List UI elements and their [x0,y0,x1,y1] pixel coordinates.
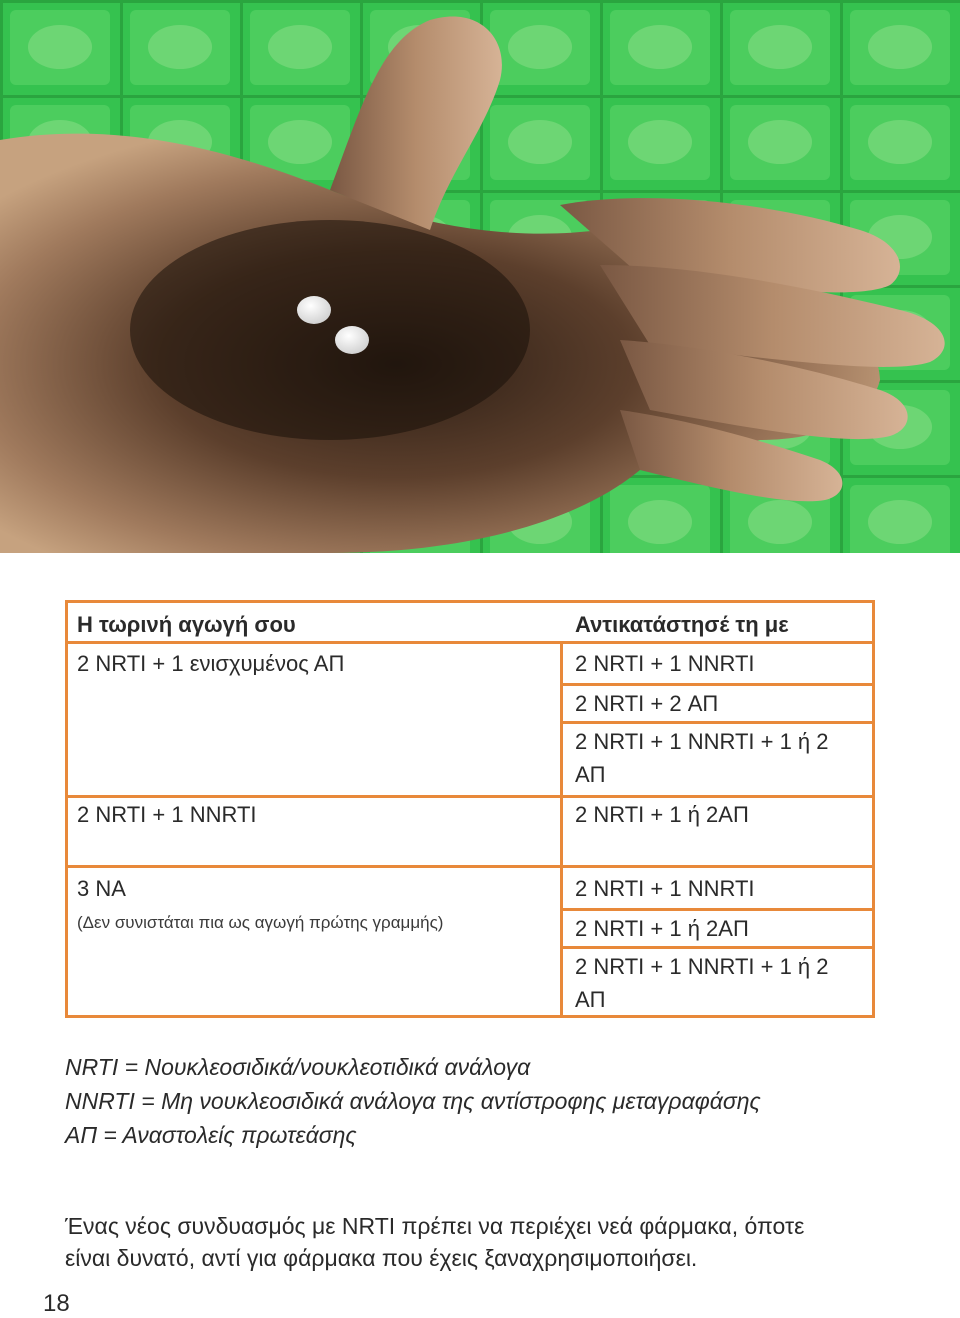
hand-with-pills-image [0,0,960,553]
header-replace-with: Αντικατάστησέ τη με [575,612,789,637]
footnote-line: Ένας νέος συνδυασμός με NRTI πρέπει να περιέχει νεά φάρμακα, όποτε [65,1213,805,1239]
replacement-option: 2 NRTI + 1 NNRTI + 1 ή 2 [575,954,829,979]
pill-2 [335,326,369,354]
replacement-option-cont: ΑΠ [575,762,606,787]
row-divider [560,721,872,724]
current-treatment: 2 NRTI + 1 ενισχυμένος ΑΠ [77,651,345,676]
replacement-option: 2 NRTI + 1 NNRTI [575,876,755,901]
replacement-option-cont: ΑΠ [575,987,606,1012]
column-divider [560,643,563,1018]
current-treatment-note: (Δεν συνιστάται πια ως αγωγή πρώτης γραμμής) [77,913,444,932]
pill-1 [297,296,331,324]
replacement-option: 2 NRTI + 2 ΑΠ [575,691,719,716]
legend-ap: ΑΠ = Αναστολείς πρωτεάσης [65,1122,357,1148]
page-number: 18 [43,1290,70,1317]
footnote-line: είναι δυνατό, αντί για φάρμακα που έχεις ξαναχρησιμοποιήσει. [65,1245,698,1271]
row-divider [68,641,872,644]
legend-nnrti: NNRTI = Μη νουκλεοσιδικά ανάλογα της αντίστροφης μεταγραφάσης [65,1088,761,1114]
row-divider [560,908,872,911]
row-divider [68,865,872,868]
header-current-treatment: Η τωρινή αγωγή σου [77,612,296,637]
replacement-option: 2 NRTI + 1 ή 2ΑΠ [575,916,749,941]
footnote-paragraph [65,1210,895,1274]
abbreviation-legend [65,1050,761,1152]
current-treatment: 3 NA [77,876,126,901]
row-divider [560,683,872,686]
current-treatment: 2 NRTI + 1 NNRTI [77,802,257,827]
regimen-table [65,600,875,1018]
legend-nrti: NRTI = Νουκλεοσιδικά/νουκλεοτιδικά ανάλογα [65,1054,531,1080]
row-divider [68,795,872,798]
replacement-option: 2 NRTI + 1 NNRTI + 1 ή 2 [575,729,829,754]
hero-photo [0,0,960,553]
replacement-option: 2 NRTI + 1 ή 2ΑΠ [575,802,749,827]
replacement-option: 2 NRTI + 1 NNRTI [575,651,755,676]
row-divider [560,946,872,949]
